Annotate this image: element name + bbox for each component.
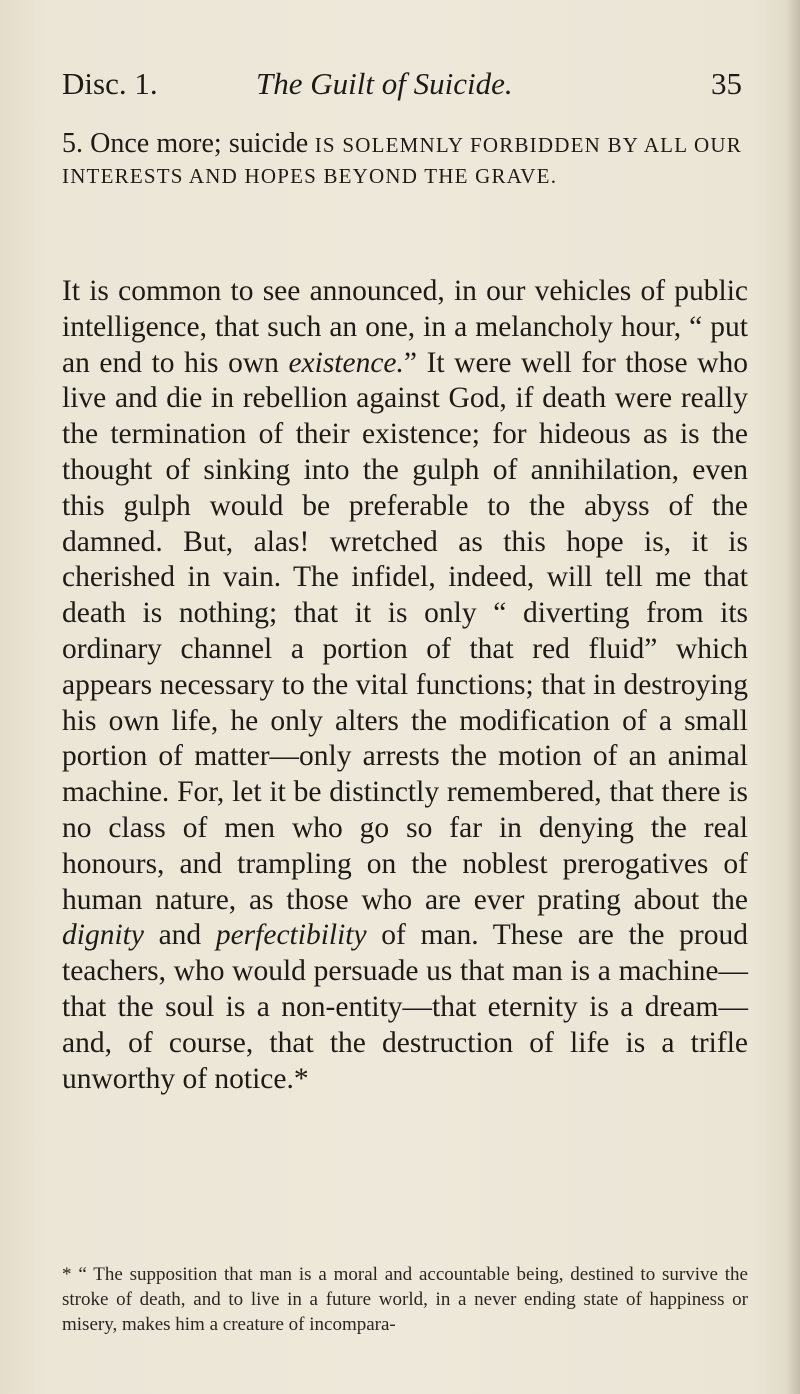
body-part-1: It is common to see announced, in our vehicles of public intelligence, that such an one, in a melancholy hour, “ put an end to his own bbox=[62, 275, 748, 379]
header-title: The Guilt of Suicide. bbox=[256, 66, 513, 101]
header-discourse-label: Disc. 1. bbox=[62, 66, 158, 101]
body-text bbox=[62, 274, 748, 1097]
body-italic-existence: existence. bbox=[288, 346, 404, 379]
body-part-4: of man. These are the proud teachers, who would persuade us that man is a machine—that the soul is a non-entity—that eternity is a dream—and, of course, that the destruction of life is a trifle unworthy of notice.* bbox=[62, 919, 748, 1095]
section-heading bbox=[62, 128, 742, 192]
running-header bbox=[62, 64, 742, 108]
body-paragraph bbox=[62, 274, 748, 1097]
footnote: * “ The supposition that man is a moral and accountable being, destined to survive the stroke of death, and to live in a future world, in a never ending state of happiness or misery, makes him a creature of incompara- bbox=[62, 1264, 748, 1335]
section-heading-lead: 5. Once more; suicide bbox=[62, 128, 309, 159]
page-number: 35 bbox=[711, 66, 742, 101]
body-part-2: ” It were well for those who live and die in rebellion against God, if death were really the termination of their existence; for hideous as is the thought of sinking into the gulph of annihilation, even this gulph would be preferable to the abyss of the damned. But, alas! wretched as this hope is, it is cherished in vain. The infidel, indeed, will tell me that death is nothing; that it is only “ diverting from its ordinary channel a portion of that red fluid” which appears necessary to the vital functions; that in destroying his own life, he only alters the modification of a small portion of matter—only arrests the motion of an animal machine. For, let it be distinctly remembered, that there is no class of men who go so far in denying the real honours, and trampling on the noblest prerogatives of human nature, as those who are ever prating about the bbox=[62, 346, 748, 916]
page-gutter-shadow bbox=[786, 0, 800, 1394]
body-part-3: and bbox=[143, 919, 216, 952]
section-heading-rest: IS SOLEMNLY FORBIDDEN BY ALL OUR INTERESTS AND HOPES BEYOND THE GRAVE. bbox=[62, 133, 742, 188]
body-italic-perfectibility: perfectibility bbox=[215, 919, 367, 952]
body-italic-dignity: dignity bbox=[62, 919, 144, 952]
